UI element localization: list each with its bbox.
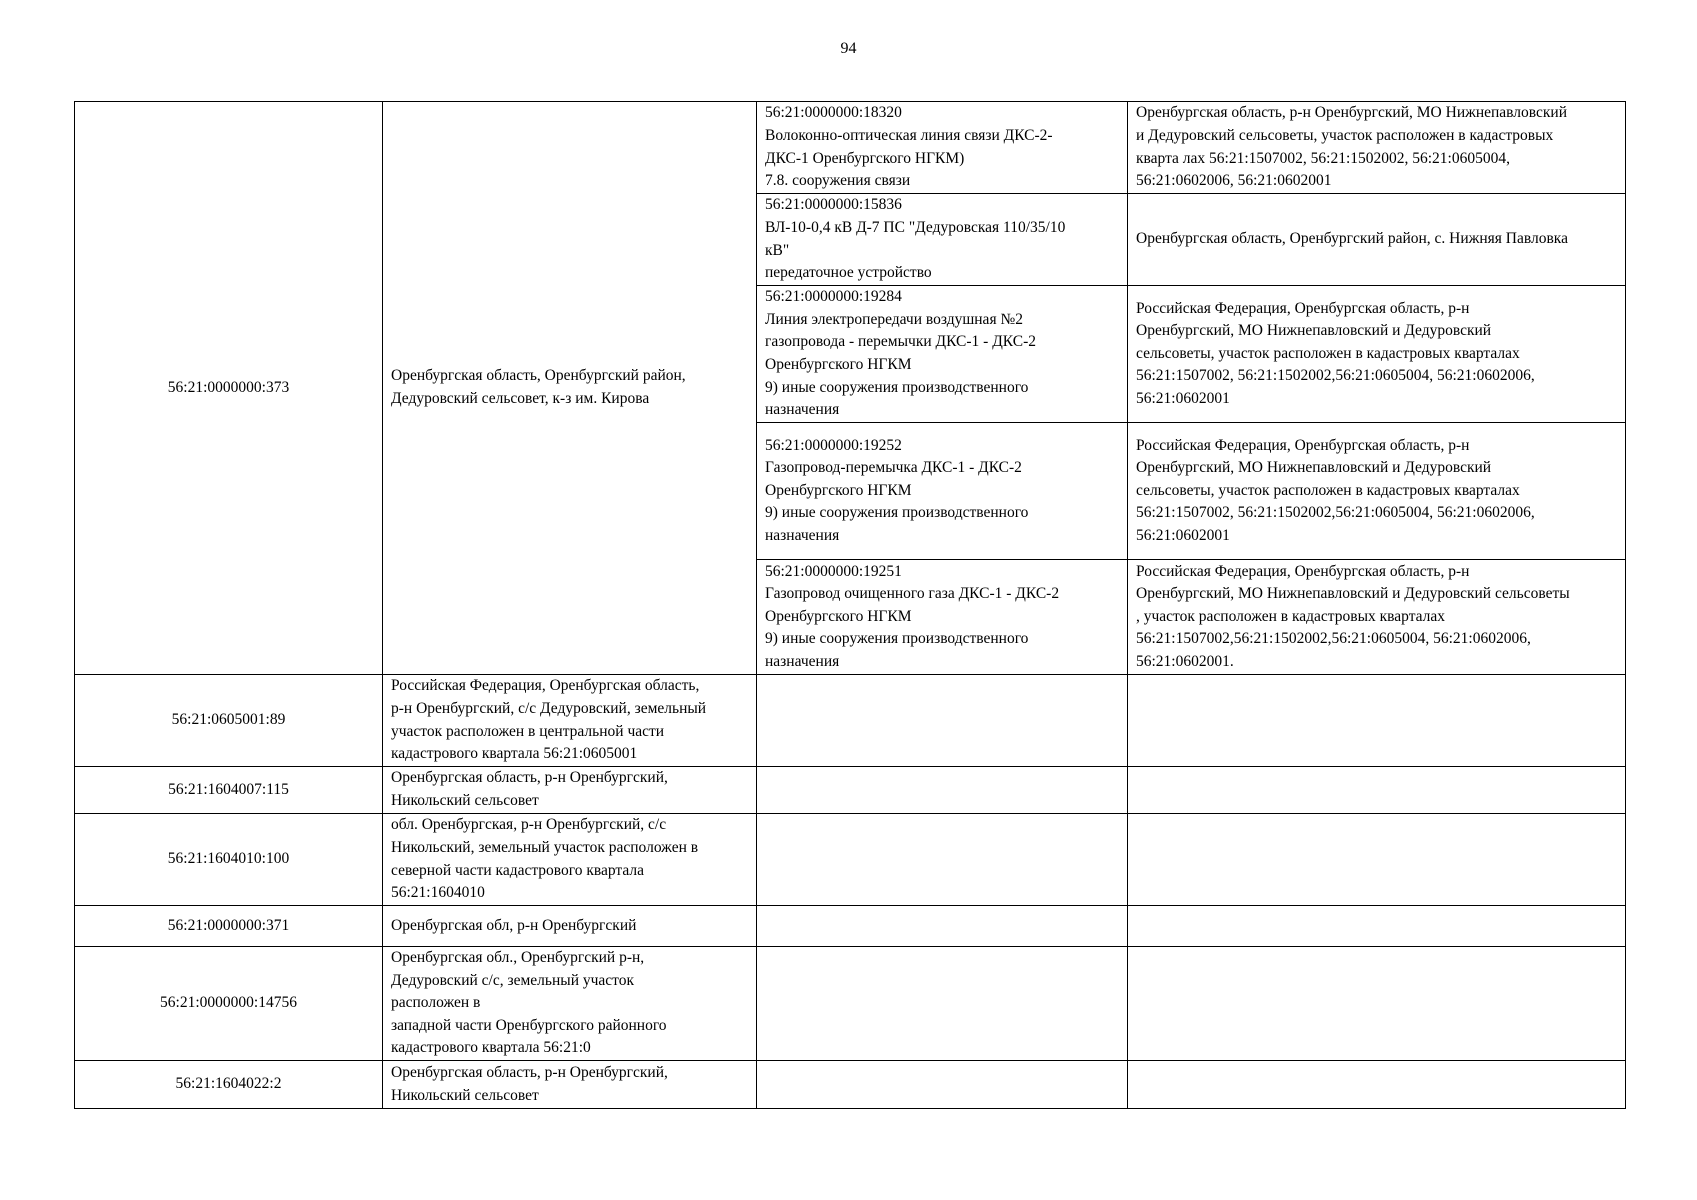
cadastral-number: 56:21:0000000:371	[167, 916, 290, 934]
address-line: Российская Федерация, Оренбургская область, р-н	[1136, 436, 1470, 454]
land-plots-table	[74, 101, 1626, 1109]
object-line: Газопровод-перемычка ДКС-1 - ДКС-2	[765, 459, 1022, 477]
location-cell	[383, 906, 757, 947]
address-line: и Дедуровский сельсоветы, участок расположен в кадастровых	[1136, 126, 1554, 144]
location-line: северной части кадастрового квартала	[391, 861, 645, 879]
object-line: Линия электропередачи воздушная №2	[765, 310, 1023, 328]
address-line: Оренбургская область, р-н Оренбургский, МО Нижнепавловский	[1136, 104, 1567, 122]
object-line: 9) иные сооружения производственного	[765, 378, 1029, 396]
location-line: обл. Оренбургская, р-н Оренбургский, с/с	[391, 816, 667, 834]
address-line: 56:21:0602001	[1136, 526, 1230, 544]
location-line: Никольский, земельный участок расположен в	[391, 838, 699, 856]
table-row	[75, 102, 1626, 194]
address-line: 56:21:0602001	[1136, 389, 1230, 407]
location-line: 56:21:1604010	[391, 884, 485, 902]
table-row	[75, 767, 1626, 814]
location-line: кадастрового квартала 56:21:0605001	[391, 745, 638, 763]
location-line: участок расположен в центральной части	[391, 722, 665, 740]
cadastral-number: 56:21:0605001:89	[171, 711, 286, 729]
location-line: р-н Оренбургский, с/с Дедуровский, земельный	[391, 699, 707, 717]
object-cell	[757, 947, 1128, 1061]
object-line: Оренбургского НГКМ	[765, 607, 912, 625]
cadastral-number-cell	[75, 947, 383, 1061]
location-cell	[383, 947, 757, 1061]
cadastral-number-cell	[75, 1061, 383, 1109]
cadastral-number-cell	[75, 675, 383, 767]
location-cell	[383, 814, 757, 906]
location-line: кадастрового квартала 56:21:0	[391, 1039, 591, 1057]
cadastral-number: 56:21:1604022:2	[175, 1075, 282, 1093]
location-line: Российская Федерация, Оренбургская область,	[391, 677, 700, 695]
address-line: сельсоветы, участок расположен в кадастровых кварталах	[1136, 344, 1520, 362]
address-line: Оренбургская область, Оренбургский район, с. Нижняя Павловка	[1136, 230, 1568, 248]
address-line: 56:21:1507002,56:21:1502002,56:21:0605004, 56:21:0602006,	[1136, 630, 1531, 648]
address-cell	[1128, 767, 1626, 814]
address-line: 56:21:1507002, 56:21:1502002,56:21:0605004, 56:21:0602006,	[1136, 504, 1535, 522]
object-line: Оренбургского НГКМ	[765, 356, 912, 373]
location-line: Никольский сельсовет	[391, 792, 539, 809]
object-cell	[757, 906, 1128, 947]
address-line: кварта лах 56:21:1507002, 56:21:1502002, 56:21:0605004,	[1136, 149, 1510, 167]
object-line: назначения	[765, 652, 840, 670]
object-line: ДКС-1 Оренбургского НГКМ)	[765, 149, 965, 167]
object-line: ВЛ-10-0,4 кВ Д-7 ПС "Дедуровская 110/35/10	[765, 218, 1066, 236]
object-line: 9) иные сооружения производственного	[765, 504, 1029, 522]
cadastral-number: 56:21:1604007:115	[168, 780, 289, 798]
object-line: Газопровод очищенного газа ДКС-1 - ДКС-2	[765, 585, 1060, 603]
object-line: назначения	[765, 526, 840, 544]
object-line: 56:21:0000000:18320	[765, 104, 902, 122]
object-line: 56:21:0000000:19284	[765, 288, 902, 306]
object-line: Волоконно-оптическая линия связи ДКС-2-	[765, 126, 1053, 144]
address-line: Российская Федерация, Оренбургская область, р-н	[1136, 299, 1470, 317]
object-line: 56:21:0000000:19251	[765, 562, 902, 580]
object-line: 56:21:0000000:15836	[765, 196, 902, 214]
location-line: Дедуровский с/с, земельный участок	[391, 971, 635, 989]
object-cell	[757, 814, 1128, 906]
object-cell	[757, 560, 1128, 675]
address-cell	[1128, 423, 1626, 560]
object-cell	[757, 767, 1128, 814]
object-line: передаточное устройство	[765, 264, 932, 282]
address-cell	[1128, 947, 1626, 1061]
location-cell	[383, 1061, 757, 1109]
address-cell	[1128, 675, 1626, 767]
location-cell	[383, 675, 757, 767]
address-cell	[1128, 906, 1626, 947]
object-cell	[757, 1061, 1128, 1109]
cadastral-number-cell	[75, 906, 383, 947]
cadastral-number-cell	[75, 767, 383, 814]
table-row	[75, 906, 1626, 947]
address-line: сельсоветы, участок расположен в кадастровых кварталах	[1136, 481, 1520, 499]
address-line: Оренбургский, МО Нижнепавловский и Дедуровский	[1136, 322, 1492, 340]
table-row	[75, 947, 1626, 1061]
cadastral-number: 56:21:1604010:100	[167, 850, 290, 868]
object-line: 9) иные сооружения производственного	[765, 630, 1029, 648]
address-cell	[1128, 814, 1626, 906]
page-number: 94	[840, 40, 857, 57]
address-line: 56:21:0602001.	[1136, 652, 1234, 670]
location-line: западной части Оренбургского районного	[391, 1016, 667, 1034]
location-line: Оренбургская область, р-н Оренбургский,	[391, 769, 668, 787]
address-cell	[1128, 102, 1626, 194]
table-row	[75, 1061, 1626, 1109]
object-line: 7.8. сооружения связи	[765, 172, 911, 190]
address-line: , участок расположен в кадастровых кварталах	[1136, 607, 1446, 625]
object-cell	[757, 675, 1128, 767]
location-line: Дедуровский сельсовет, к-з им. Кирова	[391, 390, 650, 407]
address-line: Российская Федерация, Оренбургская область, р-н	[1136, 562, 1470, 580]
address-cell	[1128, 560, 1626, 675]
object-line: назначения	[765, 401, 840, 419]
location-line: расположен в	[391, 994, 481, 1012]
address-line: 56:21:0602006, 56:21:0602001	[1136, 172, 1332, 190]
cadastral-number: 56:21:0000000:373	[167, 378, 290, 396]
address-cell	[1128, 194, 1626, 286]
cadastral-number-cell	[75, 102, 383, 675]
object-cell	[757, 286, 1128, 423]
table-row	[75, 814, 1626, 906]
location-line: Никольский сельсовет	[391, 1086, 539, 1104]
object-cell	[757, 423, 1128, 560]
object-line: кВ"	[765, 241, 790, 259]
location-line: Оренбургская обл, р-н Оренбургский	[391, 916, 637, 934]
address-line: 56:21:1507002, 56:21:1502002,56:21:0605004, 56:21:0602006,	[1136, 367, 1535, 385]
address-cell	[1128, 1061, 1626, 1109]
location-cell	[383, 767, 757, 814]
object-cell	[757, 194, 1128, 286]
cadastral-number-cell	[75, 814, 383, 906]
object-cell	[757, 102, 1128, 194]
location-line: Оренбургская область, Оренбургский район,	[391, 367, 686, 385]
object-line: 56:21:0000000:19252	[765, 436, 902, 454]
cadastral-number: 56:21:0000000:14756	[160, 994, 297, 1012]
object-line: Оренбургского НГКМ	[765, 481, 912, 499]
location-line: Оренбургская область, р-н Оренбургский,	[391, 1063, 668, 1081]
location-line: Оренбургская обл., Оренбургский р-н,	[391, 949, 645, 967]
table-row	[75, 675, 1626, 767]
object-line: газопровода - перемычки ДКС-1 - ДКС-2	[765, 333, 1036, 351]
address-line: Оренбургский, МО Нижнепавловский и Дедуровский сельсоветы	[1136, 585, 1570, 603]
address-cell	[1128, 286, 1626, 423]
address-line: Оренбургский, МО Нижнепавловский и Дедуровский	[1136, 459, 1492, 477]
location-cell	[383, 102, 757, 675]
